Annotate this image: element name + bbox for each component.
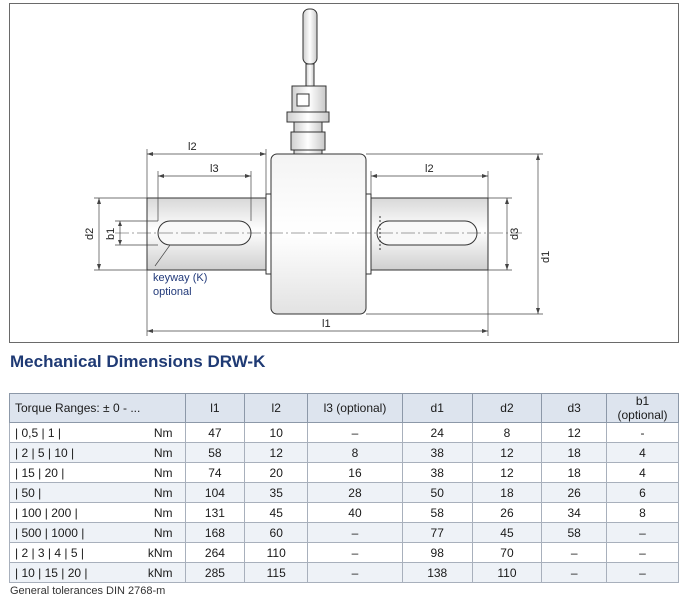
unit-cell: Nm: [144, 423, 185, 443]
value-cell: 264: [185, 543, 245, 563]
value-cell: 115: [245, 563, 308, 583]
torque-range-cell: | 500 | 1000 |: [10, 523, 144, 543]
table-row: [10, 563, 679, 583]
value-cell: 168: [185, 523, 245, 543]
value-cell: 8: [472, 423, 542, 443]
table-row: [10, 543, 679, 563]
value-cell: 18: [472, 483, 542, 503]
value-cell: 40: [308, 503, 403, 523]
value-cell: –: [542, 543, 607, 563]
torque-range-cell: | 2 | 3 | 4 | 5 |: [10, 543, 144, 563]
table-row: [10, 523, 679, 543]
unit-cell: Nm: [144, 503, 185, 523]
value-cell: 131: [185, 503, 245, 523]
torque-range-cell: | 100 | 200 |: [10, 503, 144, 523]
value-cell: 138: [402, 563, 472, 583]
table-body: [10, 423, 679, 583]
header-d3: d3: [542, 394, 607, 423]
torque-range-cell: | 10 | 15 | 20 |: [10, 563, 144, 583]
value-cell: –: [308, 423, 403, 443]
dim-label-l1: l1: [322, 318, 331, 330]
header-d1: d1: [402, 394, 472, 423]
value-cell: 104: [185, 483, 245, 503]
value-cell: 12: [472, 463, 542, 483]
value-cell: -: [607, 423, 679, 443]
table-header-row: [10, 394, 679, 423]
header-b1: b1 (optional): [607, 394, 679, 423]
dim-label-d1: d1: [540, 250, 552, 263]
torque-range-cell: | 15 | 20 |: [10, 463, 144, 483]
right-shaft: [371, 198, 488, 270]
value-cell: 60: [245, 523, 308, 543]
value-cell: 58: [402, 503, 472, 523]
table-row: [10, 503, 679, 523]
value-cell: 12: [542, 423, 607, 443]
value-cell: –: [308, 563, 403, 583]
value-cell: 110: [245, 543, 308, 563]
dim-label-d3: d3: [509, 227, 521, 240]
dim-label-d2: d2: [84, 227, 96, 240]
value-cell: 98: [402, 543, 472, 563]
header-l3: l3 (optional): [308, 394, 403, 423]
table-row: [10, 443, 679, 463]
unit-cell: Nm: [144, 443, 185, 463]
value-cell: 12: [245, 443, 308, 463]
dimensions-table: [9, 393, 679, 583]
footnote: General tolerances DIN 2768-m: [10, 585, 166, 597]
value-cell: 12: [472, 443, 542, 463]
technical-drawing: [9, 3, 679, 343]
value-cell: 38: [402, 463, 472, 483]
unit-cell: Nm: [144, 463, 185, 483]
unit-cell: Nm: [144, 483, 185, 503]
value-cell: 45: [472, 523, 542, 543]
value-cell: 6: [607, 483, 679, 503]
value-cell: 38: [402, 443, 472, 463]
value-cell: 77: [402, 523, 472, 543]
value-cell: –: [607, 523, 679, 543]
header-l2: l2: [245, 394, 308, 423]
table-row: [10, 463, 679, 483]
value-cell: –: [542, 563, 607, 583]
unit-cell: kNm: [144, 543, 185, 563]
value-cell: 10: [245, 423, 308, 443]
value-cell: –: [308, 523, 403, 543]
header-d2: d2: [472, 394, 542, 423]
value-cell: 58: [185, 443, 245, 463]
value-cell: 34: [542, 503, 607, 523]
unit-cell: kNm: [144, 563, 185, 583]
torque-range-cell: | 0,5 | 1 |: [10, 423, 144, 443]
value-cell: 26: [472, 503, 542, 523]
torque-sensor-drawing: [10, 4, 680, 344]
value-cell: 24: [402, 423, 472, 443]
header-l1: l1: [185, 394, 245, 423]
value-cell: 70: [472, 543, 542, 563]
table-row: [10, 483, 679, 503]
value-cell: 45: [245, 503, 308, 523]
value-cell: 50: [402, 483, 472, 503]
value-cell: 8: [607, 503, 679, 523]
value-cell: 58: [542, 523, 607, 543]
value-cell: 285: [185, 563, 245, 583]
value-cell: 35: [245, 483, 308, 503]
value-cell: –: [308, 543, 403, 563]
value-cell: 74: [185, 463, 245, 483]
value-cell: 110: [472, 563, 542, 583]
keyway-note-line2: optional: [153, 286, 192, 298]
value-cell: 28: [308, 483, 403, 503]
value-cell: 18: [542, 443, 607, 463]
sensor-body: [266, 154, 371, 314]
value-cell: 4: [607, 443, 679, 463]
table-row: [10, 423, 679, 443]
value-cell: 20: [245, 463, 308, 483]
header-torque-ranges: Torque Ranges: ± 0 - ...: [10, 394, 186, 423]
value-cell: –: [607, 563, 679, 583]
dim-label-l2-left: l2: [188, 141, 197, 153]
torque-range-cell: | 2 | 5 | 10 |: [10, 443, 144, 463]
connector: [287, 9, 329, 158]
value-cell: 4: [607, 463, 679, 483]
dim-label-b1: b1: [105, 227, 117, 240]
keyway-note-line1: keyway (K): [153, 272, 208, 284]
value-cell: 47: [185, 423, 245, 443]
value-cell: –: [607, 543, 679, 563]
unit-cell: Nm: [144, 523, 185, 543]
section-title: Mechanical Dimensions DRW-K: [10, 352, 266, 371]
torque-range-cell: | 50 |: [10, 483, 144, 503]
value-cell: 26: [542, 483, 607, 503]
value-cell: 16: [308, 463, 403, 483]
left-shaft: [147, 198, 266, 270]
keyway-note: [153, 271, 207, 299]
value-cell: 18: [542, 463, 607, 483]
dim-label-l3-left: l3: [210, 163, 219, 175]
value-cell: 8: [308, 443, 403, 463]
dim-label-l2-right: l2: [425, 163, 434, 175]
